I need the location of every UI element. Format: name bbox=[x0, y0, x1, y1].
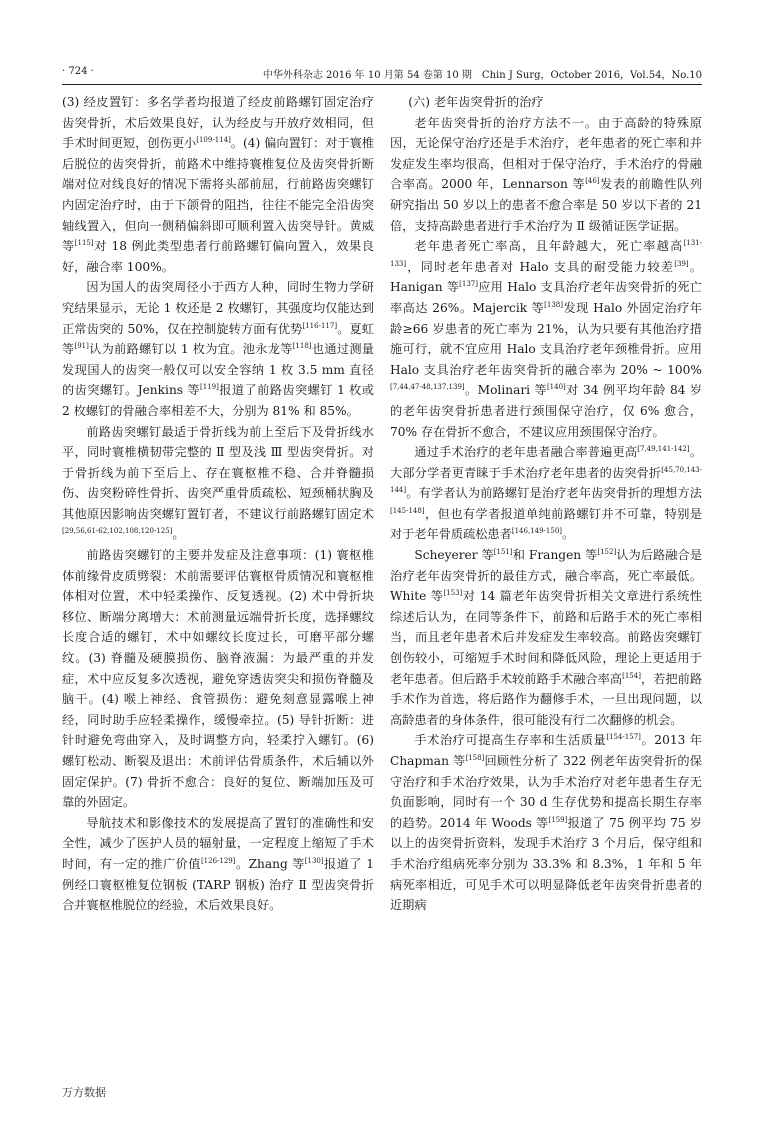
paragraph-text: 发现 Halo 外固定治疗年龄≥66 岁患者的死亡率为 21%，认为只要有其他治疗措施可行，就不宜应用 Halo 支具治疗老年颈椎骨折。应用 Halo 支具治疗老年齿突骨折的融合率为 20% ~ 100% bbox=[390, 300, 702, 377]
citation-ref: [152] bbox=[597, 548, 617, 557]
citation-ref: [140] bbox=[546, 383, 566, 392]
page-header bbox=[62, 66, 702, 82]
paragraph-text: ，但也有学者报道单纯前路螺钉并不可靠，特别是对于老年骨质疏松患者 bbox=[390, 506, 702, 542]
citation-ref: [115] bbox=[74, 239, 94, 248]
paragraph-text: 对 14 篇老年齿突骨折相关文章进行系统性综述后认为，在同等条件下，前路和后路手术的死亡率相当，而且老年患者术后并发症发生率较高。前路齿突螺钉创伤较小，可缩短手术时间和降低风险，理论上更适用于老年患者。但后路手术较前路手术融合率高 bbox=[390, 589, 702, 686]
paragraph-text: 老年齿突骨折的治疗方法不一。由于高龄的特殊原因，无论保守治疗还是手术治疗，老年患者的死亡率和并发症发生率均很高，但相对于保守治疗，手术治疗的骨融合率高。2000 年，Lennarson 等 bbox=[390, 115, 702, 192]
paragraph-text: 。(4) 偏向置钉：对于寰椎后脱位的齿突骨折，前路术中维持寰椎复位及齿突骨折断端对位对线良好的情况下需将头部前屈，行前路齿突螺钉内固定治疗时，由于下颌骨的阻挡，往往不能完全沿齿突轴线置入，但向一侧稍偏斜即可顺利置入齿突导针。黄威等 bbox=[62, 136, 375, 254]
right-paragraph bbox=[390, 442, 702, 545]
citation-ref: [137] bbox=[459, 280, 478, 289]
left-column bbox=[62, 92, 374, 916]
footer-watermark: 万方数据 bbox=[62, 1086, 106, 1099]
paragraph-text: 老年患者死亡率高，且年龄越大，死亡率越高 bbox=[414, 239, 684, 254]
paragraph-text: 手术治疗可提高生存率和生活质量 bbox=[414, 733, 607, 748]
citation-ref: [109-114] bbox=[196, 136, 231, 145]
citation-ref: [119] bbox=[199, 383, 219, 392]
paragraph-text: 前路齿突螺钉的主要并发症及注意事项：(1) 寰枢椎体前缘骨皮质劈裂：术前需要评估寰枢骨质情况和寰枢椎体相对位置，术中轻柔操作、反复透视。(2) 术中骨折块移位、断端分离增大：术前测量远端骨折长度，选择螺纹长度合适的螺钉，术中如螺纹长度过长，可磨平部分螺纹。(3) 脊髓及硬膜损伤、脑脊液漏：为最严重的并发症，术中应反复多次透视，避免穿透齿突尖和损伤脊髓及脑干。(4) 喉上神经、食管损伤：避免刻意显露喉上神经，同时助手应轻柔操作，缓慢牵拉。(5) 导针折断：进针时避免弯曲穿入，及时调整方向，轻柔拧入螺钉。(6) 螺钉松动、断裂及退出：术前评估骨质条件，术后辅以外固定保护。(7) 骨折不愈合：良好的复位、断端加压及可靠的外固定。 bbox=[62, 548, 374, 810]
citation-ref: [7,49,141-142] bbox=[637, 445, 690, 454]
right-paragraph bbox=[390, 113, 702, 237]
paragraph-text: 对 34 例平均年龄 84 岁的老年齿突骨折患者进行颈围保守治疗，仅 6% 愈合，70% 存在骨折不愈合，不建议应用颈围保守治疗。 bbox=[390, 383, 703, 439]
paragraph-text: 。 bbox=[562, 527, 575, 542]
paragraph-text: 对 18 例此类型患者行前路螺钉偏向置入，效果良好，融合率 100%。 bbox=[62, 239, 374, 274]
paragraph-text: 因为国人的齿突周径小于西方人种，同时生物力学研究结果显示，无论 1 枚还是 2 枚螺钉，其强度均仅能达到正常齿突的 50%，仅在控制旋转方面有优势 bbox=[62, 280, 374, 336]
paragraph-text: (六) 老年齿突骨折的治疗 bbox=[408, 95, 544, 109]
citation-ref: [126-129] bbox=[200, 856, 236, 865]
citation-ref: [130] bbox=[304, 856, 324, 865]
paragraph-text: 应用 Halo 支具治疗老年齿突骨折的死亡率高达 26%。Majercik 等 bbox=[390, 280, 702, 315]
journal-citation: 中华外科杂志 2016 年 10 月第 54 卷第 10 期 Chin J Surg，October 2016，Vol.54，No.10 bbox=[262, 70, 702, 81]
paragraph-text: 报道了 1 例经口寰枢椎复位钢板 (TARP 钢板) 治疗 Ⅱ 型齿突骨折合并寰枢椎脱位的经验，术后效果良好。 bbox=[62, 856, 374, 913]
citation-ref: [153] bbox=[443, 589, 463, 598]
paragraph-text: 。Hanigan 等 bbox=[390, 259, 702, 295]
citation-ref: [154-157] bbox=[606, 733, 641, 742]
right-paragraph bbox=[390, 545, 702, 730]
citation-ref: [7,44,47-48,137,139] bbox=[390, 383, 465, 392]
paragraph-text: ，若把前路手术作为首选，将后路作为翻修手术，一旦出现问题，以高龄患者的身体条件，很可能没有行二次翻修的机会。 bbox=[390, 671, 703, 727]
citation-ref: [151] bbox=[493, 548, 513, 557]
left-paragraph bbox=[62, 422, 374, 546]
paragraph-text: 通过手术治疗的老年患者融合率普遍更高 bbox=[414, 445, 638, 460]
citation-ref: [158] bbox=[465, 754, 485, 762]
paragraph-text: 发表的前瞻性队列研究指出 50 岁以上的患者不愈合率是 50 岁以下者的 21 倍，支持高龄患者进行手术治疗为 Ⅱ 级循证医学证据。 bbox=[390, 177, 703, 233]
citation-ref: [39] bbox=[674, 259, 689, 268]
paragraph-text: 前路齿突螺钉最适于骨折线为前上至后下及骨折线水平，同时寰椎横韧带完整的 Ⅱ 型及浅 Ⅲ 型齿突骨折。对于骨折线为前下至后上、存在寰枢椎不稳、合并脊髓损伤、齿突粉碎性骨折、齿突严重骨质疏松、短颈桶状胸及其他原因影响齿突螺钉置钉者，不建议行前路螺钉固定术 bbox=[62, 424, 374, 521]
paragraph-text: ，同时老年患者对 Halo 支具的耐受能力较差 bbox=[406, 259, 675, 274]
citation-ref: [118] bbox=[292, 342, 312, 351]
paragraph-text: 。 bbox=[172, 527, 185, 542]
citation-ref: [45,70,143-144] bbox=[390, 465, 702, 495]
citation-ref: [146,149-150] bbox=[511, 527, 563, 536]
citation-ref: [131-133] bbox=[390, 239, 702, 268]
header-rule bbox=[62, 84, 702, 85]
right-paragraph bbox=[390, 730, 702, 915]
citation-ref: [154] bbox=[622, 671, 641, 680]
paragraph-text: 也通过测量发现国人的齿突一般仅可以安全容纳 1 枚 3.5 mm 直径的齿突螺钉。Jenkins 等 bbox=[62, 342, 374, 398]
citation-ref: [138] bbox=[544, 300, 563, 309]
right-column bbox=[390, 92, 702, 916]
paragraph-text: (3) 经皮置钉：多名学者均报道了经皮前路螺钉固定治疗齿突骨折，术后效果良好，认为经皮与开放疗效相同，但手术时间更短，创伤更小 bbox=[62, 95, 374, 151]
page-number: · 724 · bbox=[62, 66, 94, 77]
citation-ref: [116-117] bbox=[302, 321, 338, 330]
citation-ref: [91] bbox=[74, 342, 89, 351]
right-paragraph bbox=[390, 236, 702, 442]
paragraph-text: 。Zhang 等 bbox=[235, 856, 305, 871]
paragraph-text: 报道了 75 例平均 75 岁以上的齿突骨折资料，发现手术治疗 3 个月后，保守组和手术治疗组病死率分别为 33.3% 和 8.3%，1 年和 5 年病死率相近，可见手术可以明显降低老年齿突骨折患者的近期病 bbox=[390, 815, 702, 913]
paragraph-text: 。大部分学者更青睐于手术治疗老年患者的齿突骨折 bbox=[390, 445, 703, 480]
paragraph-text: 报道了前路齿突螺钉 1 枚或 2 枚螺钉的骨融合率相差不大，分别为 81% 和 85%。 bbox=[62, 383, 374, 418]
paragraph-text: 和 Frangen 等 bbox=[512, 548, 598, 563]
citation-ref: [46] bbox=[585, 177, 600, 186]
paragraph-text: 认为前路螺钉以 1 枚为宜。池永龙等 bbox=[88, 342, 293, 357]
right-paragraph bbox=[390, 92, 702, 113]
paragraph-text: 回顾性分析了 322 例老年齿突骨折的保守治疗和手术治疗效果，认为手术治疗对老年患者生存无负面影响，同时有一个 30 d 生存优势和提高长期生存率的趋势。2014 年 Woods 等 bbox=[390, 754, 702, 830]
left-paragraph bbox=[62, 92, 374, 277]
left-paragraph bbox=[62, 545, 374, 813]
paragraph-text: 。Molinari 等 bbox=[464, 383, 547, 398]
paragraph-text: 认为后路融合是治疗老年齿突骨折的最佳方式，融合率高，死亡率最低。White 等 bbox=[390, 548, 703, 604]
citation-ref: [145-148] bbox=[390, 506, 425, 515]
paragraph-text: 。有学者认为前路螺钉是治疗老年齿突骨折的理想方法 bbox=[406, 486, 702, 501]
citation-ref: [159] bbox=[548, 815, 568, 824]
left-paragraph bbox=[62, 277, 374, 421]
paragraph-text: 。2013 年 Chapman 等 bbox=[390, 733, 702, 768]
paragraph-text: Scheyerer 等 bbox=[414, 548, 494, 563]
paragraph-text: 导航技术和影像技术的发展提高了置钉的准确性和安全性，减少了医护人员的辐射量，一定程度上缩短了手术时间，有一定的推广价值 bbox=[62, 815, 374, 871]
citation-ref: [29,56,61-62,102,108,120-125] bbox=[62, 527, 173, 536]
paragraph-text: 。夏虹等 bbox=[62, 321, 374, 357]
left-paragraph bbox=[62, 813, 374, 916]
